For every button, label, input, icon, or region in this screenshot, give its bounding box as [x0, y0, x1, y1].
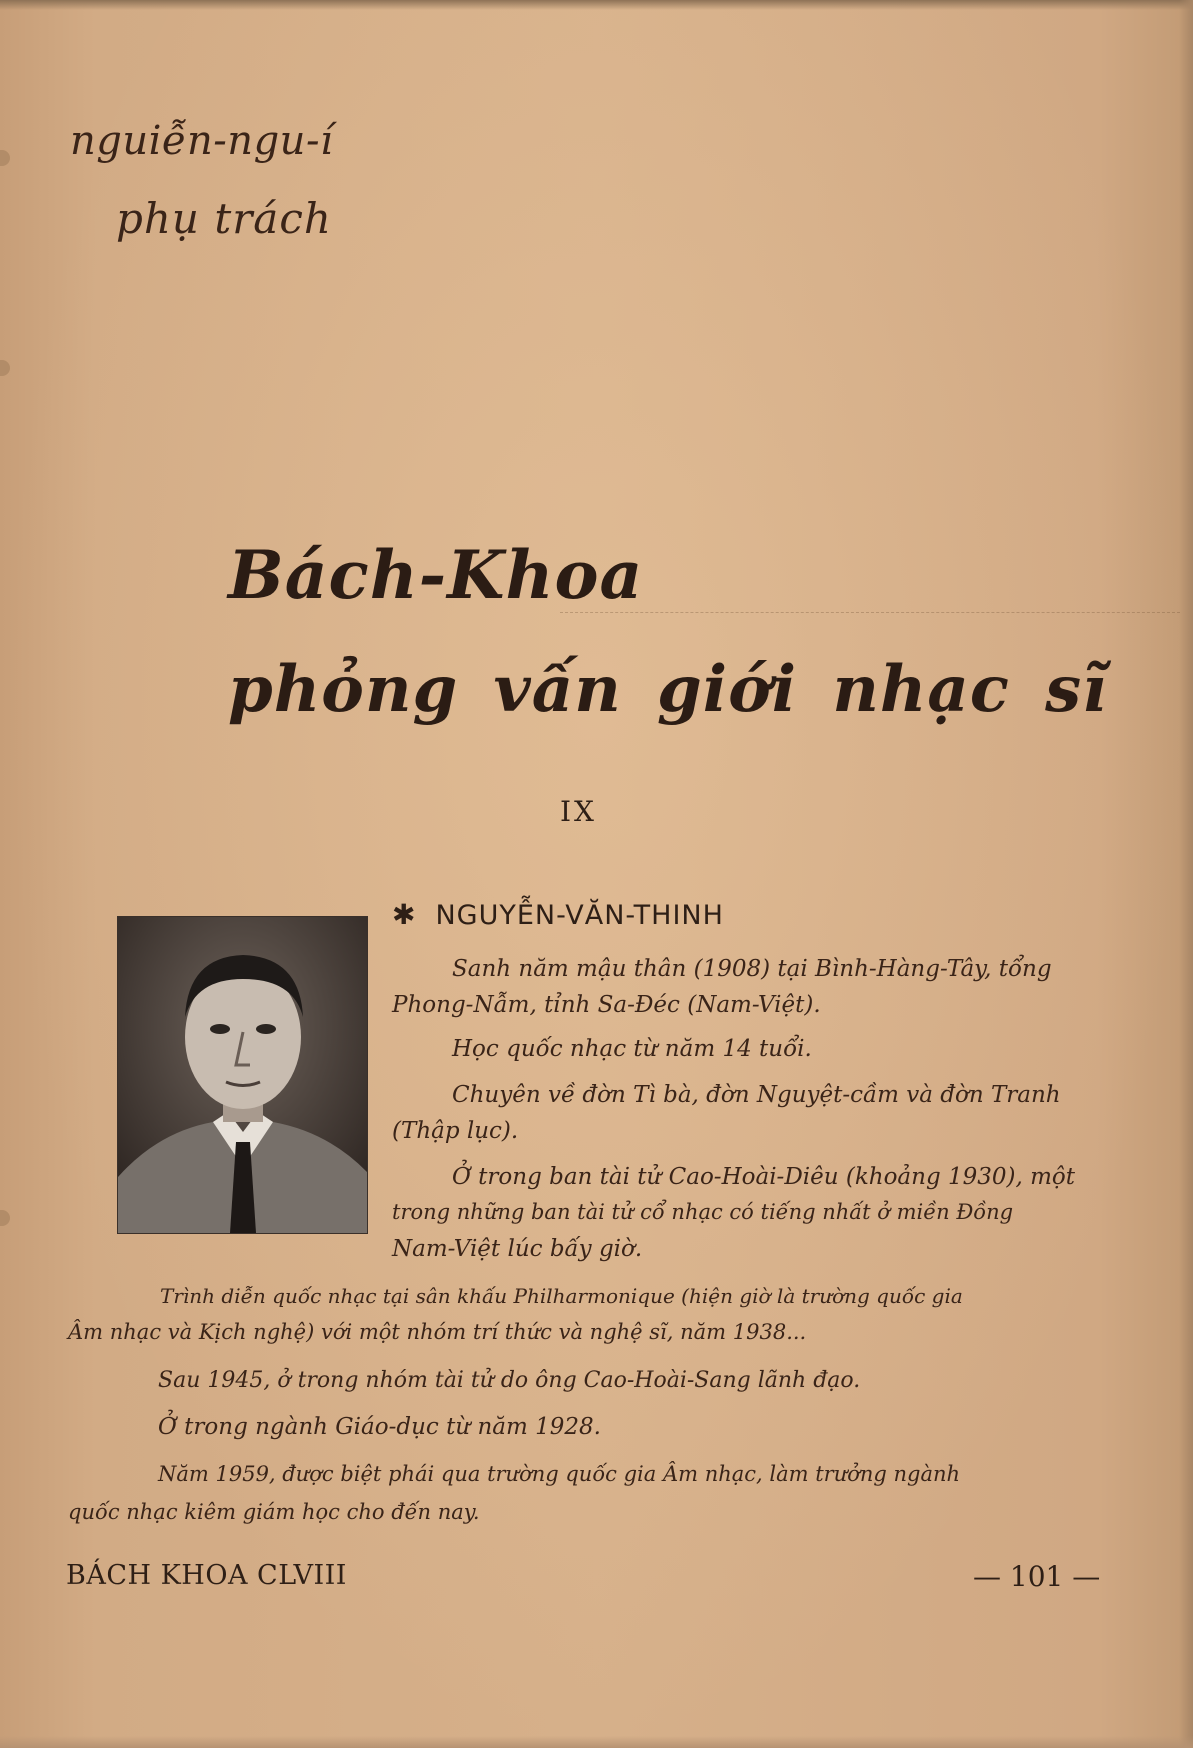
interviewee-heading: [392, 898, 724, 938]
divider: [560, 612, 1180, 614]
bio-line: Ở trong ngành Giáo-dục từ năm 1928.: [158, 1414, 601, 1440]
bio-line: Âm nhạc và Kịch nghệ) với một nhóm trí thức và nghệ sĩ, năm 1938...: [68, 1320, 807, 1344]
editor-role: phụ trách: [116, 194, 332, 243]
bio-line: Ở trong ban tài tử Cao-Hoài-Diêu (khoảng 1930), một: [452, 1164, 1076, 1190]
page-number: — 101 —: [973, 1560, 1101, 1593]
page-subtitle: phỏng vấn giới nhạc sĩ: [228, 652, 1108, 727]
binding-hole: [0, 1210, 10, 1226]
part-number: IX: [560, 795, 597, 828]
bio-line: trong những ban tài tử cổ nhạc có tiếng nhất ở miền Đồng: [392, 1200, 1014, 1224]
bio-line: Năm 1959, được biệt phái qua trường quốc gia Âm nhạc, làm trưởng ngành: [158, 1462, 961, 1486]
page-title: Bách-Khoa: [228, 536, 644, 614]
bio-line: Sanh năm mậu thân (1908) tại Bình-Hàng-Tây, tổng: [452, 956, 1052, 982]
binding-hole: [0, 360, 10, 376]
editor-name: nguiễn-ngu-í: [70, 118, 334, 164]
bio-line: quốc nhạc kiêm giám học cho đến nay.: [68, 1500, 480, 1524]
star-icon: ✱: [392, 898, 416, 931]
binding-hole: [0, 150, 10, 166]
page-edge-bottom: [0, 1736, 1193, 1748]
bio-line: Sau 1945, ở trong nhóm tài tử do ông Cao-Hoài-Sang lãnh đạo.: [158, 1368, 861, 1393]
bio-line: Phong-Nẫm, tỉnh Sa-Đéc (Nam-Việt).: [392, 992, 821, 1018]
interviewee-name: NGUYỄN-VĂN-THINH: [435, 900, 724, 931]
portrait-photo: [117, 916, 368, 1234]
bio-line: (Thập lục).: [392, 1118, 519, 1144]
page-edge-right: [1179, 0, 1193, 1748]
page-edge-top: [0, 0, 1193, 10]
bio-line: Trình diễn quốc nhạc tại sân khấu Philharmonique (hiện giờ là trường quốc gia: [160, 1284, 963, 1308]
magazine-issue: BÁCH KHOA CLVIII: [66, 1560, 347, 1591]
bio-line: Học quốc nhạc từ năm 14 tuổi.: [452, 1036, 812, 1062]
bio-line: Nam-Việt lúc bấy giờ.: [392, 1236, 643, 1262]
bio-line: Chuyên về đờn Tì bà, đờn Nguyệt-cầm và đờn Tranh: [452, 1082, 1061, 1108]
